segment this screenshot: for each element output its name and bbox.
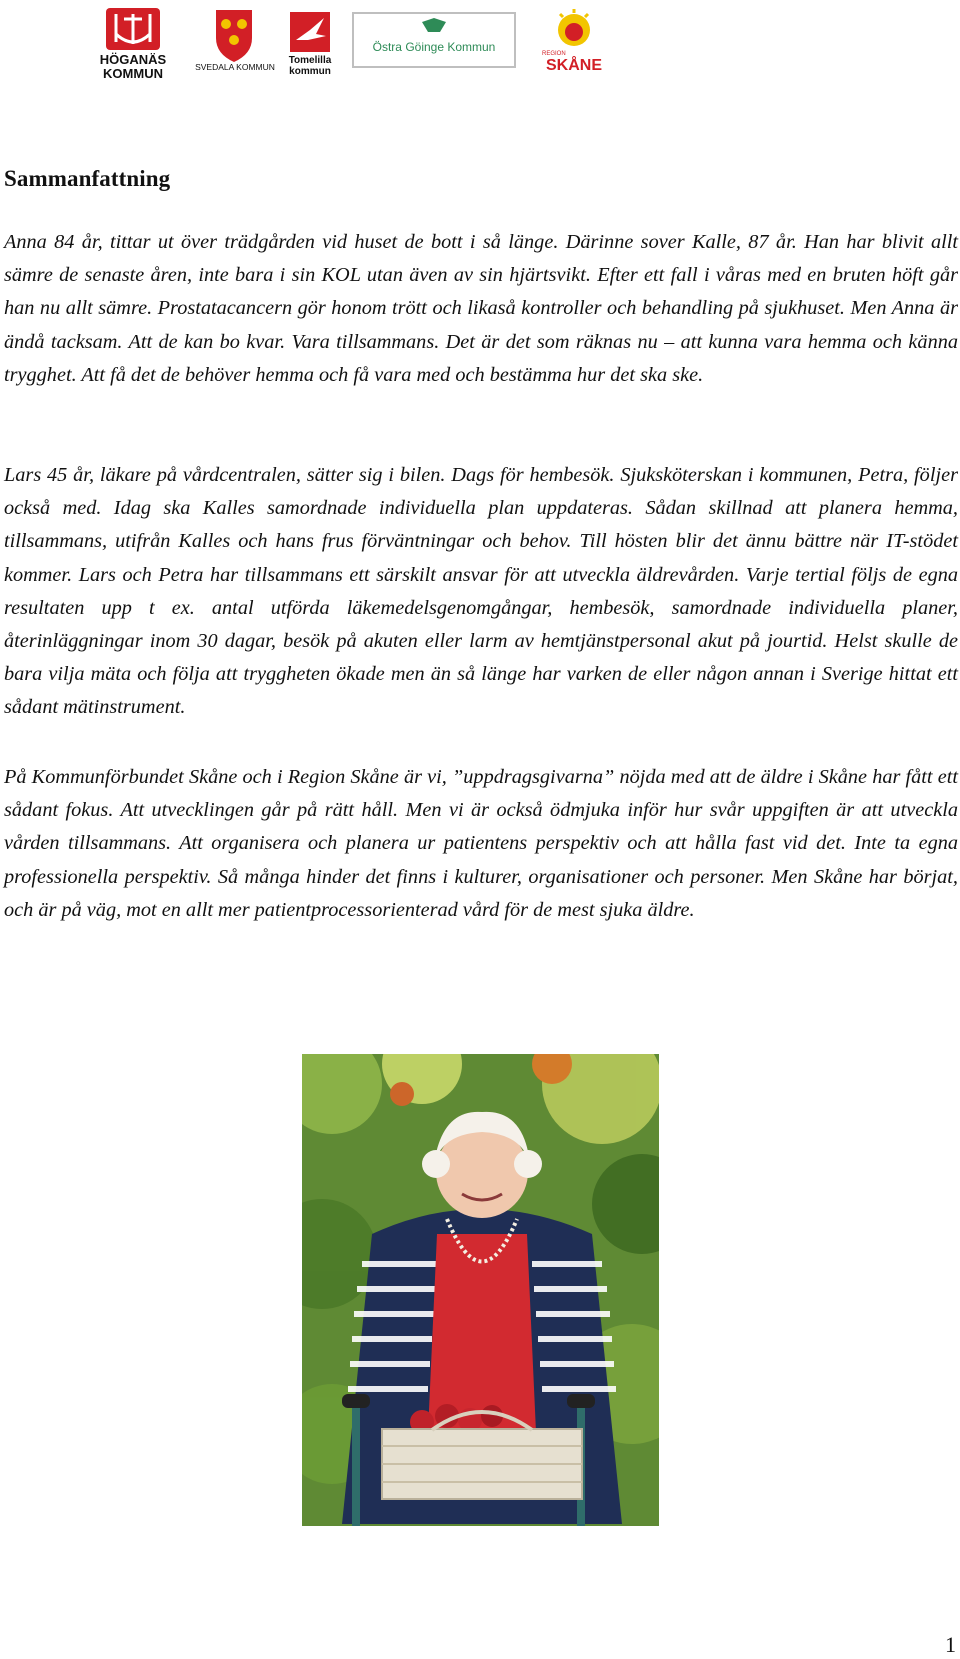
logo-bar [0, 0, 960, 90]
goinge-text: Östra Göinge Kommun [372, 40, 496, 54]
page-title: Sammanfattning [4, 166, 171, 191]
skane-big-text: SKÅNE [545, 57, 603, 74]
hoganas-line1: HÖGANÄS [99, 52, 167, 67]
paragraph-kommunforbundet: På Kommunförbundet Skåne och i Region Skåne är vi, ”uppdragsgivarna” nöjda med att de äldre i Skåne har fått ett sådant fokus. Att utvecklingen går på rätt håll. Men vi är också ödmjuka inför hur svår uppgiften är att utveckla vården tillsammans. Att organisera och planera ur patientens perspektiv och att hålla fast vid det. Inte ta egna professionella perspektiv. Så många hinder det finns i kulturer, organisationer och personer. Men Skåne har börjat, och är på väg, mot en allt mer patientprocessorienterad vård för de mest sjuka äldre. [4, 766, 958, 921]
ostra-goinge-kommun-logo [352, 12, 518, 70]
hoganas-line2: KOMMUN [103, 66, 163, 80]
tomelilla-kommun-logo [288, 10, 334, 76]
tomelilla-line2: kommun [289, 66, 331, 76]
hoganas-kommun-logo [92, 6, 192, 80]
svedala-kommun-logo [192, 8, 278, 72]
paragraph-lars: Lars 45 år, läkare på vårdcentralen, sätter sig i bilen. Dags för hembesök. Sjuksköterskan i kommunen, Petra, följer också med. Idag ska Kalles samordnade individuella plan uppdateras. Sådan skillnad att planera hemma, tillsammans, utifrån Kalles och hans frus förväntningar och behov. Till hösten blir det ännu bättre när IT-stödet kommer. Lars och Petra har tillsammans ett särskilt ansvar för att utveckla äldrevården. Varje tertial följs de egna resultaten upp t ex. antal utförda läkemedelsgenomgångar, hembesök, samordnade individuella planer, återinläggningar inom 30 dagar, besök på akuten eller larm av hemtjänstpersonal akut på jourtid. Helst skulle de bara vilja mäta och följa att tryggheten ökade men än så länge har varken de eller någon annan i Sverige hittat ett sådant mätinstrument. [4, 464, 958, 719]
griffin-sun-icon [558, 9, 590, 46]
photo-elderly-woman-with-walker [302, 1054, 659, 1526]
svedala-text: SVEDALA KOMMUN [195, 62, 275, 72]
page-number: 1 [945, 1632, 956, 1657]
tomelilla-line1: Tomelilla [288, 55, 332, 66]
paragraph-anna: Anna 84 år, tittar ut över trädgården vid huset de bott i så länge. Därinne sover Kalle, 87 år. Han har blivit allt sämre de senaste åren, inte bara i sin KOL utan även av sin hjärtsvikt. Efter ett fall i våras med en bruten höft går han nu allt sämre. Prostatacancern gör honom trött och likaså kontroller och behandling på sjukhuset. Men Anna är ändå tacksam. Att de kan bo kvar. Vara tillsammans. Det är det som räknas nu – att kunna vara hemma och känna trygghet. Att få det de behöver hemma och få vara med och bestämma hur det ska ske. [4, 231, 958, 386]
region-skane-logo [538, 8, 608, 74]
skane-small-text: REGION [542, 51, 566, 57]
